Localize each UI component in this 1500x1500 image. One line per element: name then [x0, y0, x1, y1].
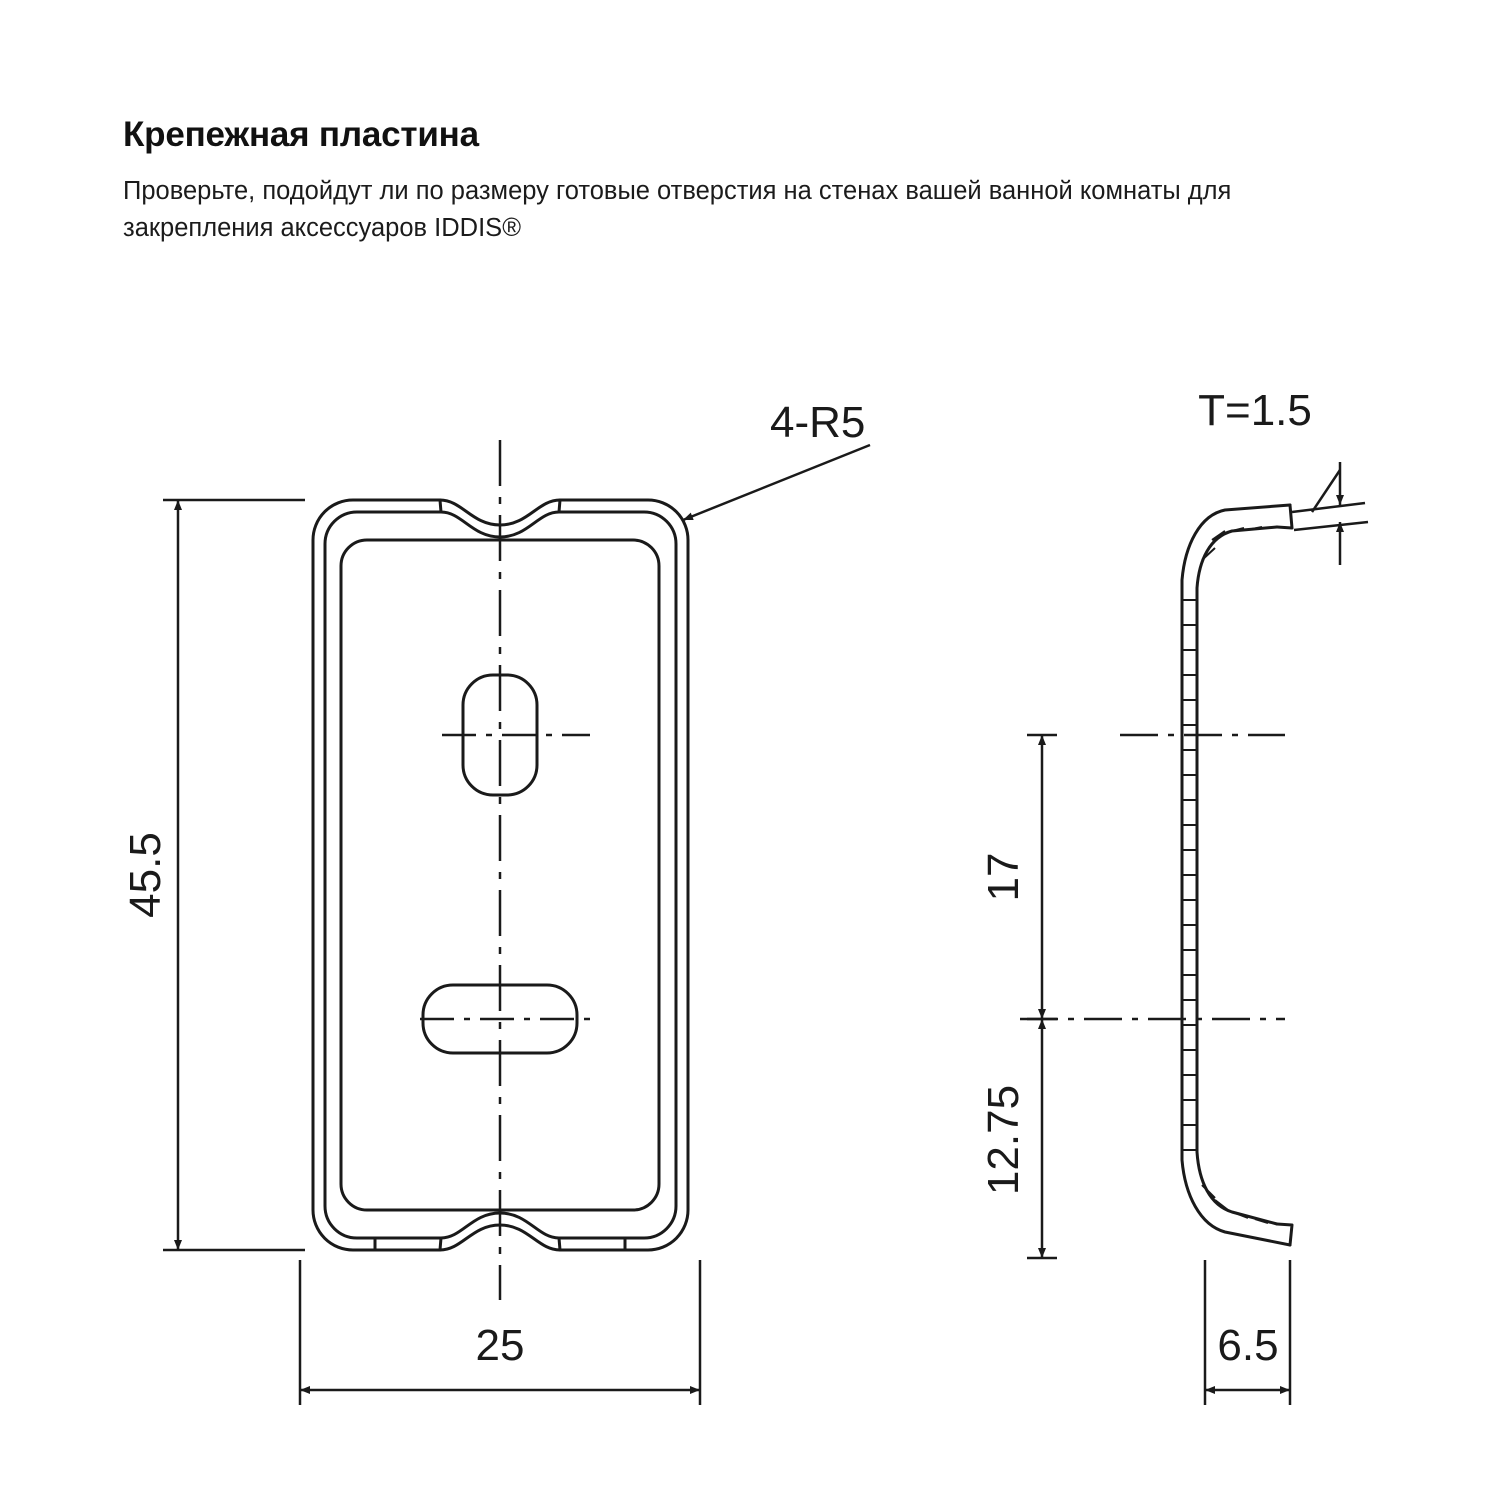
side-view-outline: [1182, 505, 1292, 1245]
page-subtitle: Проверьте, подойдут ли по размеру готовые отверстия на стенах вашей ванной комнаты для закрепления аксессуаров IDDIS®: [123, 177, 1232, 242]
dim-label-width: 25: [475, 1321, 525, 1370]
dim-label-corner-radius: 4-R5: [770, 398, 866, 447]
side-view-centerlines: [1020, 735, 1285, 1019]
dim-thickness: [1292, 462, 1368, 565]
dim-label-height: 45.5: [121, 832, 170, 918]
dim-label-17: 17: [979, 852, 1028, 902]
leader-corner-radius: [683, 445, 870, 520]
dim-17: [1027, 735, 1057, 1019]
dim-label-65: 6.5: [1217, 1321, 1279, 1370]
dim-label-thickness: T=1.5: [1198, 386, 1312, 435]
page-title: Крепежная пластина: [123, 115, 479, 154]
dim-label-1275: 12.75: [979, 1084, 1028, 1196]
dim-height-455: [163, 500, 305, 1250]
dim-1275: [1027, 1019, 1057, 1258]
